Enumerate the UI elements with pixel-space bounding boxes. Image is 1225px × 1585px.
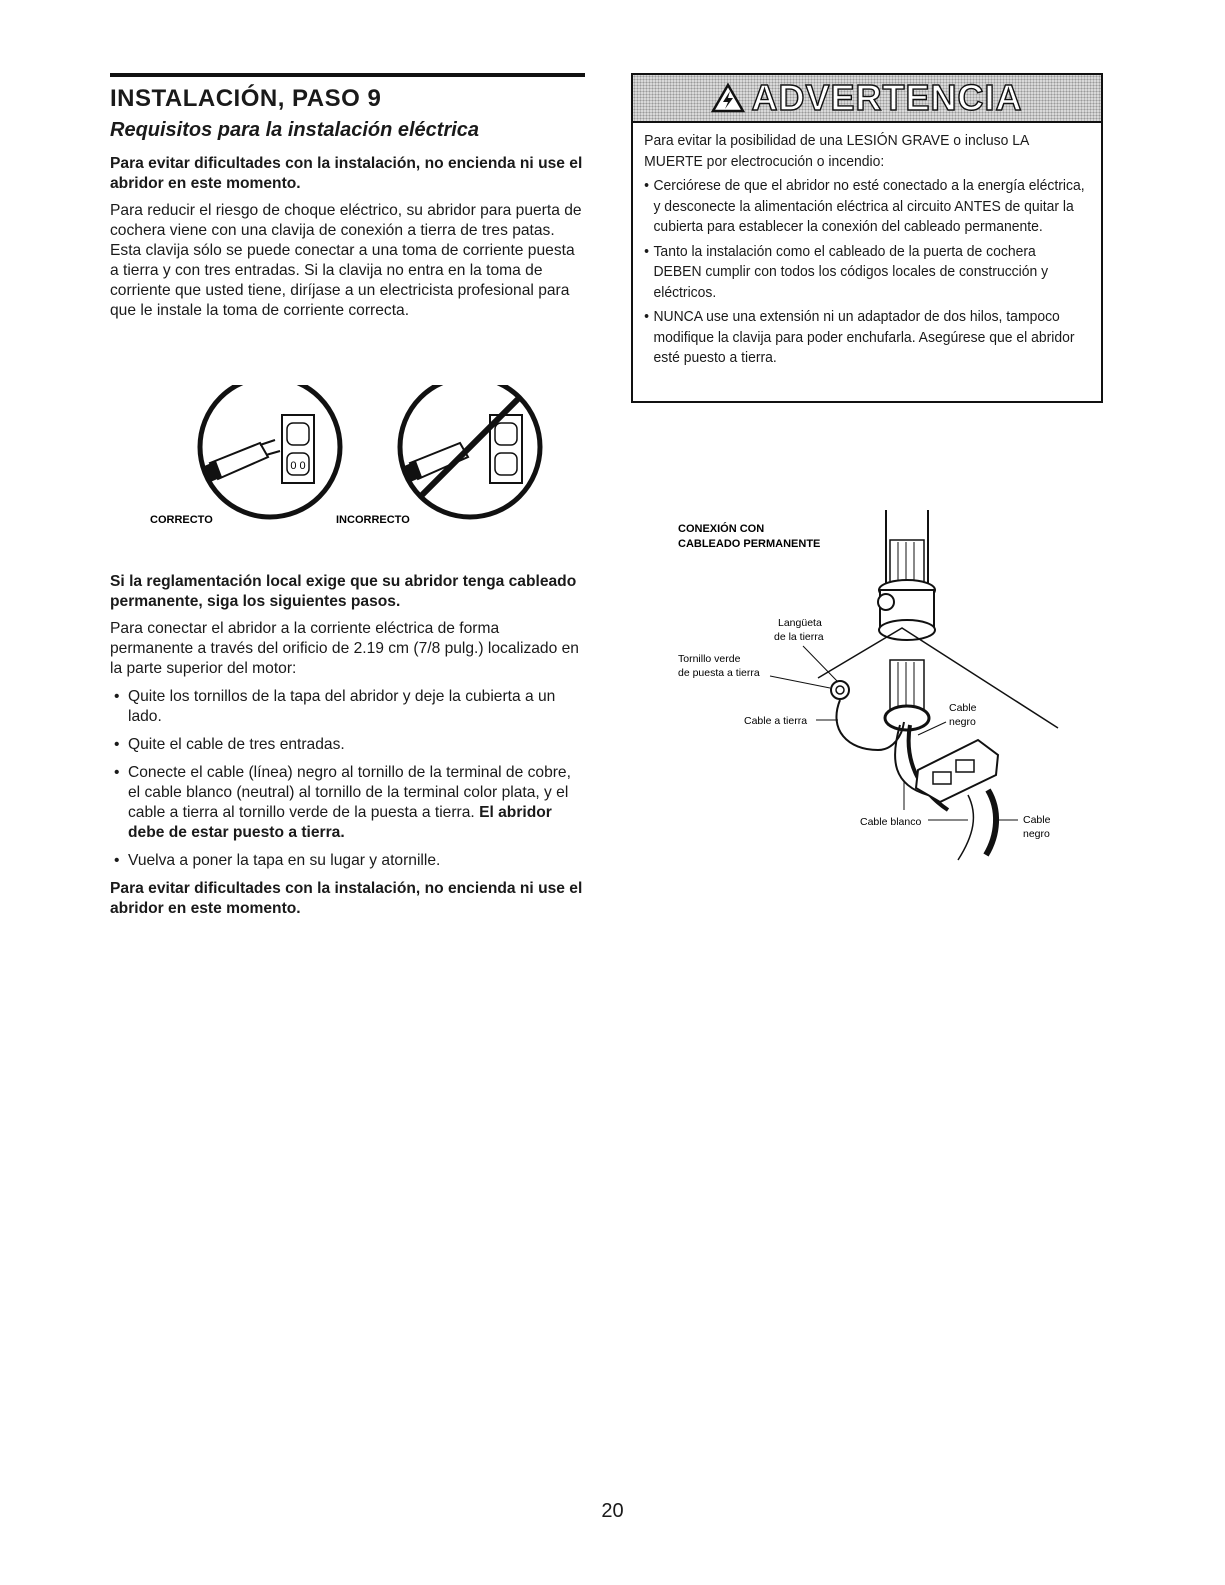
incorrect-label: INCORRECTO: [336, 514, 410, 526]
list-item: • Vuelva a poner la tapa en su lugar y atornille.: [110, 851, 585, 871]
ground-screw-illustration: [831, 681, 849, 699]
wiring-title-line1: CONEXIÓN CON: [678, 523, 765, 535]
header-rule: [110, 73, 585, 77]
warning-box: [631, 73, 1103, 403]
correct-plug-illustration: [200, 385, 340, 517]
permanent-intro: Si la reglamentación local exige que su abridor tenga cableado permanente, siga los siguientes pasos.: [110, 573, 577, 610]
black-cable-top-line2: negro: [949, 716, 976, 728]
closing-warning: Para evitar dificultades con la instalación, no encienda ni use el abridor en este momento.: [110, 880, 583, 917]
terminal-screw: [956, 760, 974, 772]
wiring-title-line2: CABLEADO PERMANENTE: [678, 538, 821, 550]
plug-figure: [110, 385, 585, 535]
list-item: • Quite los tornillos de la tapa del abridor y deje la cubierta a un lado.: [110, 687, 585, 727]
black-cable-top-line1: Cable: [949, 702, 977, 714]
list-item: • Tanto la instalación como el cableado de la puerta de cochera DEBEN cumplir con todos los códigos locales de construcción y eléctricos.: [644, 242, 1086, 304]
ground-cable-label: Cable a tierra: [744, 715, 808, 727]
list-item: • Quite el cable de tres entradas.: [110, 735, 585, 755]
tab-label-line2: de la tierra: [774, 631, 824, 643]
supply-black-wire: [986, 790, 996, 855]
left-column: [110, 73, 585, 329]
intro-paragraph: Para reducir el riesgo de choque eléctrico, su abridor para puerta de cochera viene con una clavija de conexión a tierra de tres patas. Esta clavija sólo se puede conectar a una toma de corriente puesta a tierra y con tres entradas. Si la clavija no entra en la toma de corriente que usted tiene, diríjase a un electricista profesional para que le instale la toma de corriente correcta.: [110, 202, 582, 319]
steps-list: [110, 687, 585, 871]
page-title: INSTALACIÓN, PASO 9: [110, 85, 382, 112]
page-subtitle: Requisitos para la instalación eléctrica: [110, 119, 480, 141]
supply-cable-outline: [958, 795, 973, 860]
wiring-diagram: [678, 510, 1078, 870]
list-item: • Conecte el cable (línea) negro al tornillo de la terminal de cobre, el cable blanco (neutral) al tornillo de la terminal color plata, y el cable a tierra al tornillo verde de la puesta a tierra. El abridor debe de estar puesto a tierra.: [110, 763, 585, 843]
warning-title: ADVERTENCIA: [751, 77, 1023, 118]
incorrect-plug-illustration: [400, 385, 540, 517]
motor-top-outline: [818, 628, 1058, 728]
screw-label-line1: Tornillo verde: [678, 653, 741, 665]
warning-triangle-icon: [711, 83, 745, 113]
white-cable-label: Cable blanco: [860, 816, 922, 828]
terminal-screw: [933, 772, 951, 784]
permanent-wiring-section: [110, 572, 585, 926]
black-cable-bottom-line2: negro: [1023, 828, 1050, 840]
grounding-note: El abridor debe de estar puesto a tierra.: [128, 804, 552, 841]
screw-label-line2: de puesta a tierra: [678, 667, 760, 679]
warning-body: [633, 123, 1097, 369]
intro-warning: Para evitar dificultades con la instalación, no encienda ni use el abridor en este momento.: [110, 155, 583, 192]
warning-list: [644, 176, 1086, 369]
svg-text:0 0: 0 0: [290, 460, 306, 472]
list-item: • Cerciórese de que el abridor no esté conectado a la energía eléctrica, y desconecte la alimentación eléctrica al circuito ANTES de quitar la cubierta para establecer la conexión del cableado permanente.: [644, 176, 1086, 238]
page-number: 20: [601, 1500, 624, 1522]
leader-line: [770, 676, 830, 688]
black-cable-bottom-line1: Cable: [1023, 814, 1051, 826]
conduit-illustration: [878, 510, 935, 730]
list-item: • NUNCA use una extensión ni un adaptador de dos hilos, tampoco modifique la clavija para poder enchufarla. Asegúrese que el abridor esté puesto a tierra.: [644, 307, 1086, 369]
warning-header: [633, 75, 1101, 123]
permanent-paragraph: Para conectar el abridor a la corriente eléctrica de forma permanente a través del orificio de 2.19 cm (7/8 pulg.) localizado en la parte superior del motor:: [110, 620, 579, 677]
correct-label: CORRECTO: [150, 514, 213, 526]
tab-label-line1: Langüeta: [778, 617, 822, 629]
warning-intro: Para evitar la posibilidad de una LESIÓN GRAVE o incluso LA MUERTE por electrocución o incendio:: [644, 132, 1029, 170]
